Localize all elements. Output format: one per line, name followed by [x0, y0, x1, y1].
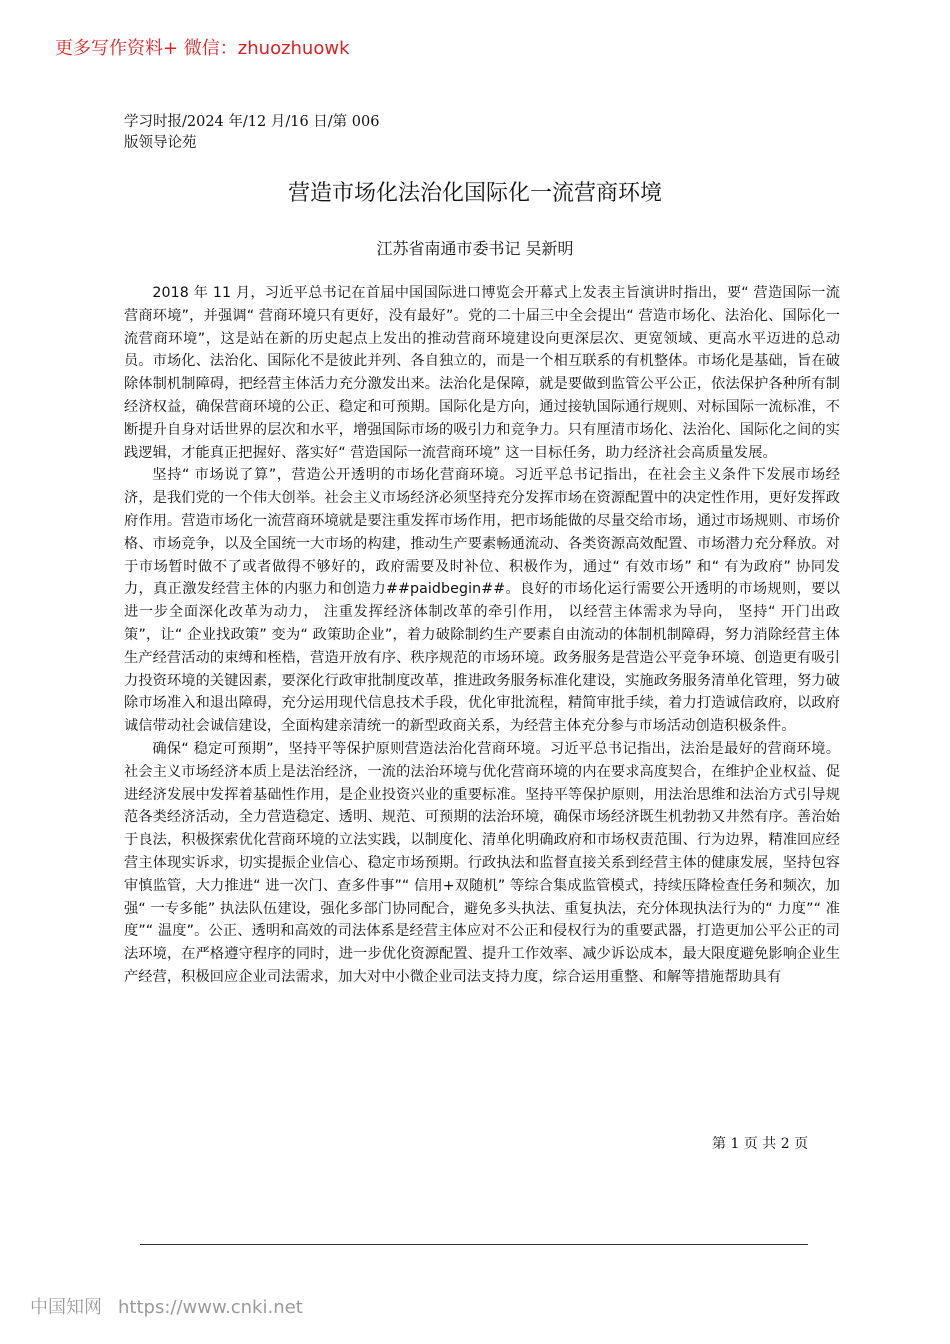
article-body [124, 282, 840, 989]
promo-banner[interactable]: 更多写作资料+ 微信：zhuozhuowk [55, 38, 350, 59]
source-info [124, 112, 379, 154]
source-line-1: 学习时报/2024 年/12 月/16 日/第 006 [124, 114, 380, 130]
footer-divider [140, 1244, 808, 1245]
source-line-2: 版领导论苑 [124, 135, 197, 151]
footer-watermark [30, 1293, 319, 1319]
paragraph-1: 2018 年 11 月，习近平总书记在首届中国国际进口博览会开幕式上发表主旨演讲时指出，要“ 营造国际一流营商环境”，并强调“ 营商环境只有更好，没有最好”。党的二十届三中全会提出“ 营造市场化、法治化、国际化一流营商环境”，这是站在新的历史起点上发出的推动营商环境建设向更深层次、更宽领域、更高水平迈进的总动员。市场化、法治化、国际化不是彼此并列、各自独立的，而是一个相互联系的有机整体。市场化是基础，旨在破除体制机制障碍，把经营主体活力充分激发出来。法治化是保障，就是要做到监管公平公正，依法保护各种所有制经济权益，确保营商环境的公正、稳定和可预期。国际化是方向，通过接轨国际通行规则、对标国际一流标准，不断提升自身对话世界的层次和水平，增强国际市场的吸引力和竞争力。只有厘清市场化、法治化、国际化之间的实践逻辑，才能真正把握好、落实好“ 营造国际一流营商环境” 这一目标任务，助力经济社会高质量发展。 [124, 285, 840, 461]
paragraph-3: 确保“ 稳定可预期”，坚持平等保护原则营造法治化营商环境。习近平总书记指出，法治是最好的营商环境。社会主义市场经济本质上是法治经济，一流的法治环境与优化营商环境的内在要求高度契合，在维护企业权益、促进经济发展中发挥着基础性作用，是企业投资兴业的重要标准。坚持平等保护原则，用法治思维和法治方式引导规范各类经济活动，全力营造稳定、透明、规范、可预期的法治环境，确保市场经济既生机勃勃又井然有序。善治始于良法，积极探索优化营商环境的立法实践，以制度化、清单化明确政府和市场权责范围、行为边界，精准回应经营主体现实诉求，切实提振企业信心、稳定市场预期。行政执法和监督直接关系到经营主体的健康发展，坚持包容审慎监管，大力推进“ 进一次门、查多件事”“ 信用+双随机” 等综合集成监管模式，持续压降检查任务和频次，加强“ 一专多能” 执法队伍建设，强化多部门协同配合，避免多头执法、重复执法，充分体现执法行为的“ 力度”“ 准度”“ 温度”。公正、透明和高效的司法体系是经营主体应对不公正和侵权行为的重要武器，打造更加公平公正的司法环境，在严格遵守程序的同时，进一步优化资源配置、提升工作效率、减少诉讼成本，最大限度避免影响企业生产经营，积极回应企业司法需求，加大对中小微企业司法支持力度，综合运用重整、和解等措施帮助具有 [124, 740, 840, 985]
footer-url[interactable]: https://www.cnki.net [118, 1297, 303, 1318]
article-title: 营造市场化法治化国际化一流营商环境 [287, 181, 662, 206]
article-author: 江苏省南通市委书记 吴新明 [376, 239, 574, 258]
brand-logo-text: 中国知网 [30, 1297, 102, 1318]
page-indicator: 第 1 页 共 2 页 [712, 1136, 809, 1152]
paragraph-2: 坚持“ 市场说了算”，营造公开透明的市场化营商环境。习近平总书记指出，在社会主义条件下发展市场经济，是我们党的一个伟大创举。社会主义市场经济必须坚持充分发挥市场在资源配置中的决定性作用，更好发挥政府作用。营造市场化一流营商环境就是要注重发挥市场作用，把市场能做的尽量交给市场，通过市场规则、市场价格、市场竞争，以及全国统一大市场的构建，推动生产要素畅通流动、各类资源高效配置、市场潜力充分释放。对于市场暂时做不了或者做得不够好的，政府需要及时补位、积极作为，通过“ 有效市场” 和“ 有为政府” 协同发力，真正激发经营主体的内驱力和创造力##paidbegin##。良好的市场化运行需要公开透明的市场规则，要以进一步全面深化改革为动力， 注重发挥经济体制改革的牵引作用， 以经营主体需求为导向， 坚持“ 开门出政策”，让“ 企业找政策” 变为“ 政策助企业”，着力破除制约生产要素自由流动的体制机制障碍，努力消除经营主体生产经营活动的束缚和桎梏，营造开放有序、秩序规范的市场环境。政务服务是营造公平竞争环境、创造更有吸引力投资环境的关键因素，要深化行政审批制度改革，推进政务服务标准化建设，实施政务服务清单化管理，努力破除市场准入和退出障碍，充分运用现代信息技术手段，优化审批流程，精简审批手续，着力打造诚信政府，以政府诚信带动社会诚信建设，全面构建亲清统一的新型政商关系，为经营主体充分参与市场活动创造积极条件。 [124, 467, 840, 735]
